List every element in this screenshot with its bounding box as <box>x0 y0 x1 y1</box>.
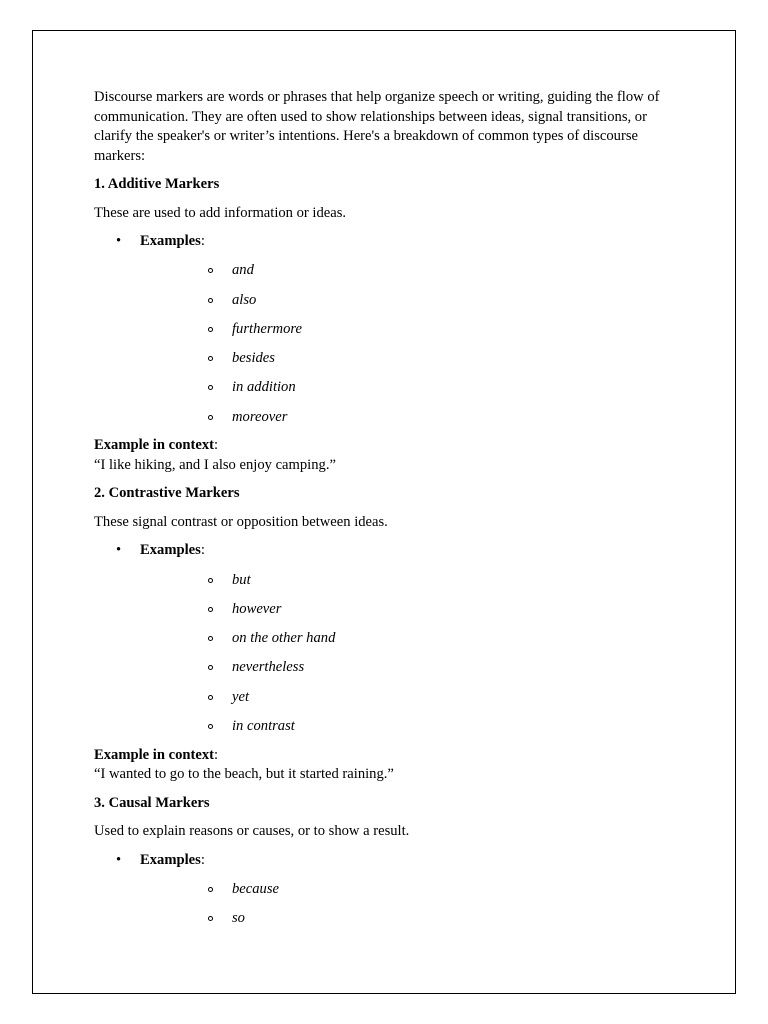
document-content <box>94 88 664 929</box>
list-item: but <box>140 571 664 591</box>
examples-label: Examples <box>140 233 201 249</box>
list-item: on the other hand <box>140 629 664 649</box>
list-item: however <box>140 600 664 620</box>
circle-bullet-icon <box>208 298 213 303</box>
example-in-context: Example in context: “I like hiking, and I also enjoy camping.” <box>94 437 336 473</box>
context-quote: “I wanted to go to the beach, but it started raining.” <box>94 766 394 783</box>
circle-bullet-icon <box>208 385 213 390</box>
examples-list <box>140 571 664 737</box>
circle-bullet-icon <box>208 695 213 700</box>
examples-list <box>140 261 664 427</box>
list-item: moreover <box>140 408 664 428</box>
section-description: These are used to add information or ideas. <box>94 204 347 221</box>
circle-bullet-icon <box>208 665 213 670</box>
circle-bullet-icon <box>208 415 213 420</box>
circle-bullet-icon <box>208 356 213 361</box>
section-heading: 2. Contrastive Markers <box>94 485 240 502</box>
list-item: besides <box>140 349 664 369</box>
circle-bullet-icon <box>208 607 213 612</box>
section-heading: 3. Causal Markers <box>94 794 210 811</box>
examples-label: Examples <box>140 542 201 559</box>
section-description: Used to explain reasons or causes, or to show a result. <box>94 823 410 840</box>
document-page <box>32 30 736 994</box>
context-label: Example in context <box>94 437 214 454</box>
bullet-icon: • <box>116 542 122 559</box>
circle-bullet-icon <box>208 724 213 729</box>
examples-item: • Examples: but however on the other hand nevertheless yet in contrast <box>94 541 664 736</box>
list-item: also <box>140 291 664 311</box>
list-item: nevertheless <box>140 658 664 678</box>
list-item: so <box>140 909 664 929</box>
bullet-icon: • <box>116 851 122 868</box>
section-heading: 1. Additive Markers <box>94 176 220 192</box>
list-item: yet <box>140 688 664 708</box>
circle-bullet-icon <box>208 916 213 921</box>
list-item: in contrast <box>140 717 664 737</box>
circle-bullet-icon <box>208 887 213 892</box>
list-item: and <box>140 261 664 281</box>
examples-label: Examples <box>140 851 201 868</box>
example-in-context: Example in context: “I wanted to go to the beach, but it started raining.” <box>94 746 394 783</box>
circle-bullet-icon <box>208 268 213 273</box>
examples-item: • Examples: and also furthermore besides in addition moreover <box>94 232 664 427</box>
context-label: Example in context <box>94 746 214 763</box>
list-item: furthermore <box>140 320 664 340</box>
examples-item: • Examples: because so <box>94 851 664 929</box>
bullet-icon: • <box>116 233 122 249</box>
circle-bullet-icon <box>208 636 213 641</box>
examples-list <box>140 880 664 929</box>
circle-bullet-icon <box>208 578 213 583</box>
list-item: in addition <box>140 378 664 398</box>
intro-paragraph: Discourse markers are words or phrases that help organize speech or writing, guiding the flow of communication. They are often used to show relationships between ideas, signal transitions, or clarify the speaker's or writer’s intentions. Here's a breakdown of common types of discourse markers: <box>94 89 660 164</box>
section-description: These signal contrast or opposition between ideas. <box>94 513 388 530</box>
list-item: because <box>140 880 664 900</box>
context-quote: “I like hiking, and I also enjoy camping.” <box>94 456 336 473</box>
circle-bullet-icon <box>208 327 213 332</box>
